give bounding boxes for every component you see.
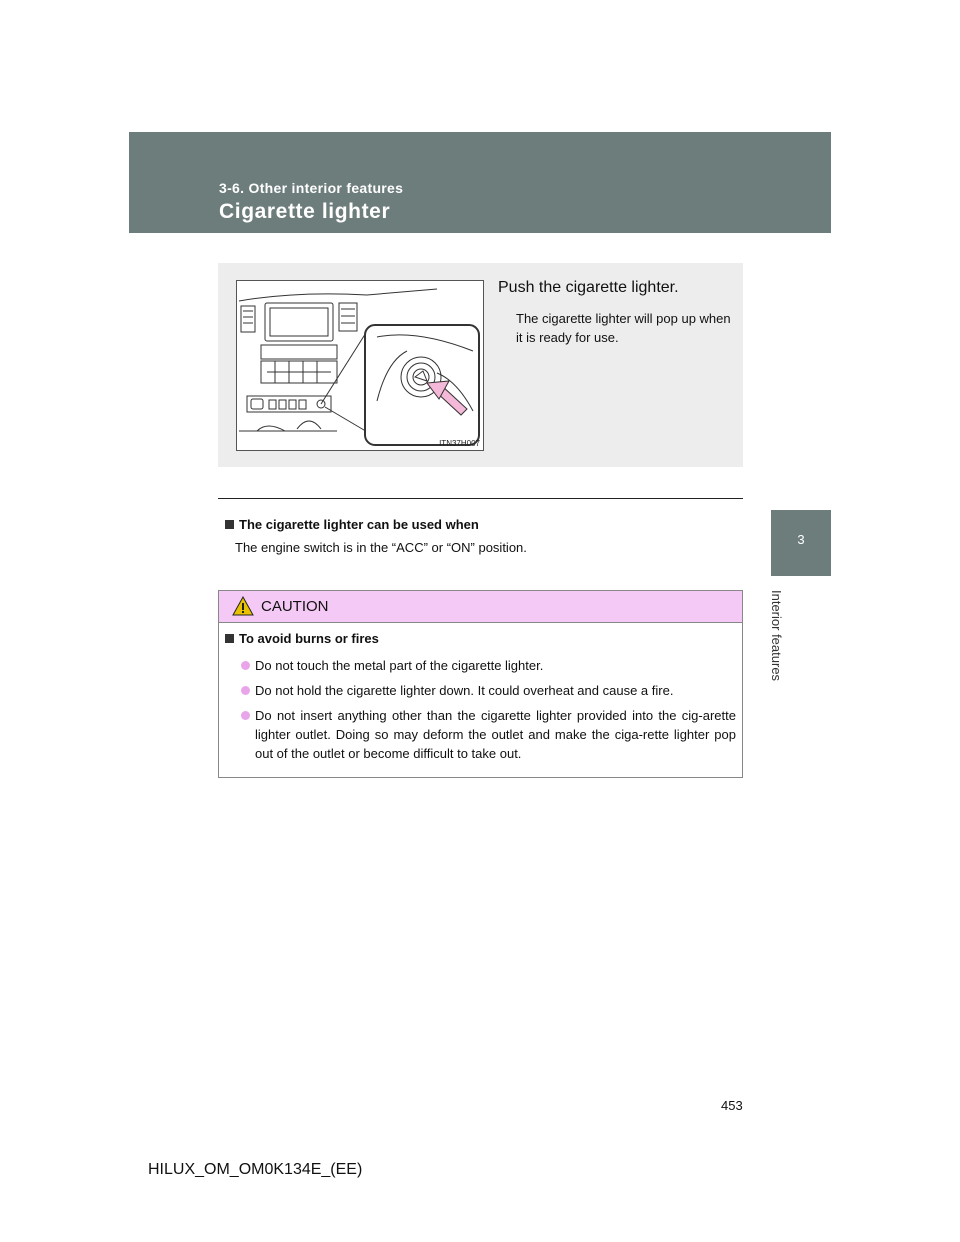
caution-bullet [225, 656, 736, 675]
caution-bullet-text: Do not touch the metal part of the cigarette lighter. [255, 658, 544, 673]
caution-heading-text: To avoid burns or fires [239, 631, 379, 646]
page-title: Cigarette lighter [219, 200, 391, 223]
section-divider [218, 498, 743, 499]
chapter-number: 3 [797, 532, 805, 547]
figure-box [218, 263, 743, 467]
page-number: 453 [721, 1098, 743, 1113]
note-body: The engine switch is in the “ACC” or “ON” position. [235, 540, 527, 555]
info-note [225, 517, 735, 555]
figure-code: ITN37H007 [439, 439, 480, 448]
chapter-label [768, 590, 800, 700]
section-label: 3-6. Other interior features [219, 180, 404, 196]
caution-heading [225, 631, 736, 646]
caution-box [218, 590, 743, 778]
square-bullet-icon [225, 520, 234, 529]
caution-bullet [225, 706, 736, 763]
step-description: The cigarette lighter will pop up when it is ready for use. [516, 311, 731, 345]
caution-bullet [225, 681, 736, 700]
chapter-tab [771, 510, 831, 576]
square-bullet-icon [225, 634, 234, 643]
page-header [129, 132, 831, 233]
caution-label: CAUTION [261, 598, 329, 615]
caution-bullet-text: Do not insert anything other than the cigarette lighter provided into the cig-arette lighter outlet. Doing so may deform the outlet and make the ciga-rette lighter pop out of the outlet or become difficult to take out. [255, 708, 736, 761]
note-heading [225, 517, 735, 532]
warning-triangle-icon [232, 596, 254, 616]
caution-bullet-text: Do not hold the cigarette lighter down. It could overheat and cause a fire. [255, 683, 674, 698]
bullet-dot-icon [241, 711, 250, 720]
bullet-dot-icon [241, 686, 250, 695]
cigarette-lighter-illustration [237, 281, 483, 450]
dashboard-illustration [236, 280, 484, 451]
document-code: HILUX_OM_OM0K134E_(EE) [148, 1161, 363, 1178]
chapter-label-text: Interior features [769, 590, 784, 682]
caution-header [219, 591, 742, 623]
step-title: Push the cigarette lighter. [498, 279, 679, 296]
note-heading-text: The cigarette lighter can be used when [239, 517, 479, 532]
bullet-dot-icon [241, 661, 250, 670]
caution-body [219, 623, 742, 763]
